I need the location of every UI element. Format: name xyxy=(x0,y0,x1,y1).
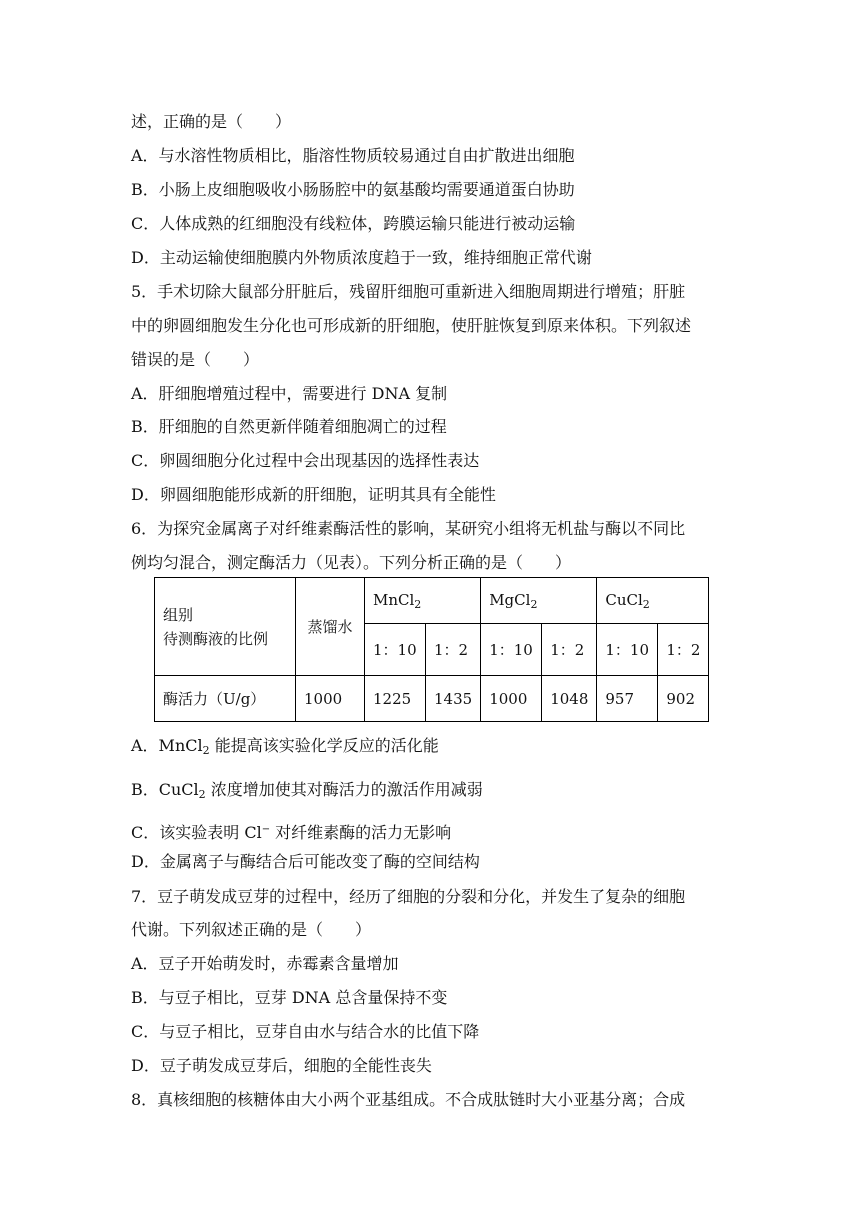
ratio-cell: 1：2 xyxy=(426,624,481,676)
mncl2-header: MnCl$_2$ xyxy=(365,578,481,624)
activity-value: 1000 xyxy=(296,676,365,722)
q6-stem-line1: 6．为探究金属离子对纤维素酶活性的影响，某研究小组将无机盐与酶以不同比 xyxy=(131,519,686,538)
q5-option-d: D．卵圆细胞能形成新的肝细胞，证明其具有全能性 xyxy=(131,485,496,504)
q7-option-c: C．与豆子相比，豆芽自由水与结合水的比值下降 xyxy=(131,1022,480,1041)
activity-value: 1048 xyxy=(542,676,597,722)
table-header-cell xyxy=(155,578,296,676)
ratio-cell: 1：2 xyxy=(542,624,597,676)
header-ratio-label: 待测酶液的比例 xyxy=(163,629,269,648)
q7-stem-line2: 代谢。下列叙述正确的是（ ） xyxy=(131,920,372,939)
q6-option-a: A．MnCl$_2$ 能提高该实验化学反应的活化能 xyxy=(131,736,439,757)
activity-value: 902 xyxy=(658,676,709,722)
q4-option-c: C．人体成熟的红细胞没有线粒体，跨膜运输只能进行被动运输 xyxy=(131,214,576,233)
ratio-cell: 1：10 xyxy=(597,624,658,676)
water-header: 蒸馏水 xyxy=(296,578,365,676)
q6-stem-line2: 例均匀混合，测定酶活力（见表）。下列分析正确的是（ ） xyxy=(131,553,572,572)
q7-stem-line1: 7．豆子萌发成豆芽的过程中，经历了细胞的分裂和分化，并发生了复杂的细胞 xyxy=(131,887,686,906)
ratio-cell: 1：10 xyxy=(481,624,542,676)
q7-option-b: B．与豆子相比，豆芽 DNA 总含量保持不变 xyxy=(131,988,448,1007)
q5-stem-line1: 5．手术切除大鼠部分肝脏后，残留肝细胞可重新进入细胞周期进行增殖；肝脏 xyxy=(131,282,686,301)
cucl2-header: CuCl$_2$ xyxy=(597,578,709,624)
activity-value: 957 xyxy=(597,676,658,722)
q5-option-c: C．卵圆细胞分化过程中会出现基因的选择性表达 xyxy=(131,451,480,470)
q7-option-d: D．豆子萌发成豆芽后，细胞的全能性丧失 xyxy=(131,1056,432,1075)
q6-option-c: C．该实验表明 Cl− 对纤维素酶的活力无影响 xyxy=(131,823,452,842)
ratio-cell: 1：10 xyxy=(365,624,426,676)
header-group-label: 组别 xyxy=(163,605,194,624)
q4-option-d: D．主动运输使细胞膜内外物质浓度趋于一致，维持细胞正常代谢 xyxy=(131,248,592,267)
activity-row-label: 酶活力（U/g） xyxy=(155,676,296,722)
mgcl2-header: MgCl$_2$ xyxy=(481,578,597,624)
q7-option-a: A．豆子开始萌发时，赤霉素含量增加 xyxy=(131,954,399,973)
q8-stem-line1: 8．真核细胞的核糖体由大小两个亚基组成。不合成肽链时大小亚基分离；合成 xyxy=(131,1090,686,1109)
q6-option-d: D．金属离子与酶结合后可能改变了酶的空间结构 xyxy=(131,852,480,871)
q5-option-a: A．肝细胞增殖过程中，需要进行 DNA 复制 xyxy=(131,384,448,403)
enzyme-activity-table xyxy=(154,577,709,722)
q5-option-b: B．肝细胞的自然更新伴随着细胞凋亡的过程 xyxy=(131,417,447,436)
q4-stem-tail: 述，正确的是（ ） xyxy=(131,112,292,131)
activity-value: 1000 xyxy=(481,676,542,722)
q4-option-b: B．小肠上皮细胞吸收小肠肠腔中的氨基酸均需要通道蛋白协助 xyxy=(131,180,575,199)
q5-stem-line2: 中的卵圆细胞发生分化也可形成新的肝细胞，使肝脏恢复到原来体积。下列叙述 xyxy=(131,316,692,335)
activity-value: 1435 xyxy=(426,676,481,722)
activity-value: 1225 xyxy=(365,676,426,722)
q6-option-b: B．CuCl$_2$ 浓度增加使其对酶活力的激活作用减弱 xyxy=(131,780,483,801)
q5-stem-line3: 错误的是（ ） xyxy=(131,350,260,369)
q4-option-a: A．与水溶性物质相比，脂溶性物质较易通过自由扩散进出细胞 xyxy=(131,146,575,165)
ratio-cell: 1：2 xyxy=(658,624,709,676)
